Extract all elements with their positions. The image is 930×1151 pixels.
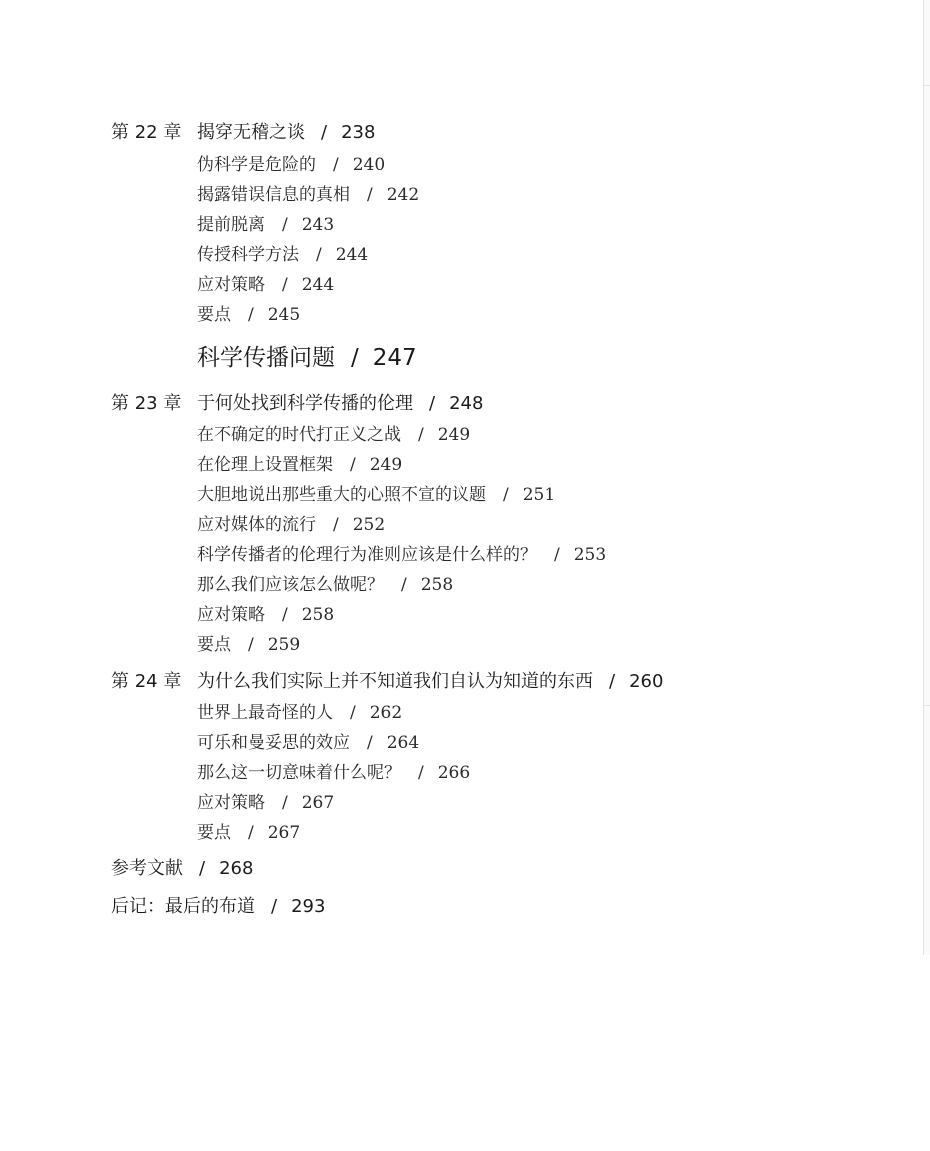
section-title: 在不确定的时代打正义之战 (197, 425, 401, 445)
separator: / (282, 605, 288, 625)
section-title: 那么我们应该怎么做呢？ (197, 575, 384, 595)
chapter-number: 第 22 章 (111, 122, 182, 143)
section-title: 可乐和曼妥思的效应 (197, 733, 350, 753)
section-title: 世界上最奇怪的人 (197, 703, 333, 723)
separator: / (316, 245, 322, 265)
toc-section[interactable] (197, 825, 300, 842)
section-title: 要点 (197, 823, 231, 843)
section-page: 249 (369, 455, 403, 475)
section-title: 传授科学方法 (197, 245, 299, 265)
toc-section[interactable] (197, 487, 555, 504)
section-page: 259 (267, 635, 301, 655)
toc-chapter-22[interactable] (111, 124, 375, 142)
references-page: 268 (219, 858, 254, 879)
separator: / (333, 155, 339, 175)
toc-afterword[interactable] (111, 898, 325, 916)
separator: / (609, 671, 616, 692)
section-page: 249 (437, 425, 471, 445)
afterword-page: 293 (291, 896, 326, 917)
separator: / (271, 896, 278, 917)
section-title: 应对策略 (197, 605, 265, 625)
separator: / (351, 345, 359, 371)
scrollbar-track[interactable] (923, 0, 930, 955)
separator: / (367, 733, 373, 753)
toc-chapter-23[interactable] (111, 395, 483, 413)
section-title: 提前脱离 (197, 215, 265, 235)
separator: / (554, 545, 560, 565)
toc-section[interactable] (197, 247, 368, 264)
section-page: 258 (420, 575, 454, 595)
section-title: 应对策略 (197, 275, 265, 295)
afterword-title: 后记：最后的布道 (111, 896, 255, 917)
section-page: 267 (301, 793, 335, 813)
toc-part-heading[interactable] (197, 347, 417, 370)
toc-section[interactable] (197, 547, 606, 564)
separator: / (248, 635, 254, 655)
separator: / (503, 485, 509, 505)
section-title: 应对媒体的流行 (197, 515, 316, 535)
chapter-number: 第 23 章 (111, 393, 182, 414)
separator: / (282, 793, 288, 813)
section-page: 264 (386, 733, 420, 753)
toc-section[interactable] (197, 577, 453, 594)
separator: / (282, 215, 288, 235)
separator: / (321, 122, 328, 143)
section-title: 在伦理上设置框架 (197, 455, 333, 475)
section-page: 251 (522, 485, 556, 505)
chapter-page: 260 (629, 671, 664, 692)
section-page: 244 (301, 275, 335, 295)
separator: / (418, 763, 424, 783)
separator: / (333, 515, 339, 535)
separator: / (248, 823, 254, 843)
separator: / (199, 858, 206, 879)
section-page: 266 (437, 763, 471, 783)
section-page: 252 (352, 515, 386, 535)
toc-section[interactable] (197, 735, 419, 752)
toc-section[interactable] (197, 795, 334, 812)
section-title: 应对策略 (197, 793, 265, 813)
section-page: 243 (301, 215, 335, 235)
section-title: 伪科学是危险的 (197, 155, 316, 175)
toc-references[interactable] (111, 860, 253, 878)
section-page: 262 (369, 703, 403, 723)
section-title: 要点 (197, 635, 231, 655)
scrollbar-mark (923, 85, 930, 86)
toc-section[interactable] (197, 517, 385, 534)
separator: / (248, 305, 254, 325)
toc-section[interactable] (197, 277, 334, 294)
section-title: 大胆地说出那些重大的心照不宣的议题 (197, 485, 486, 505)
section-page: 240 (352, 155, 386, 175)
toc-section[interactable] (197, 307, 300, 324)
section-page: 258 (301, 605, 335, 625)
part-title: 科学传播问题 (197, 345, 335, 371)
section-title: 那么这一切意味着什么呢？ (197, 763, 401, 783)
section-page: 253 (573, 545, 607, 565)
separator: / (350, 455, 356, 475)
references-title: 参考文献 (111, 858, 183, 879)
chapter-number: 第 24 章 (111, 671, 182, 692)
toc-chapter-24[interactable] (111, 673, 663, 691)
chapter-title: 揭穿无稽之谈 (197, 122, 305, 143)
part-page: 247 (372, 345, 417, 371)
section-title: 要点 (197, 305, 231, 325)
section-page: 267 (267, 823, 301, 843)
separator: / (282, 275, 288, 295)
chapter-page: 238 (341, 122, 376, 143)
scrollbar-mark (923, 705, 930, 706)
toc-section[interactable] (197, 217, 334, 234)
toc-section[interactable] (197, 705, 402, 722)
section-title: 科学传播者的伦理行为准则应该是什么样的？ (197, 545, 537, 565)
toc-section[interactable] (197, 765, 470, 782)
section-page: 245 (267, 305, 301, 325)
separator: / (350, 703, 356, 723)
separator: / (418, 425, 424, 445)
section-page: 242 (386, 185, 420, 205)
toc-section[interactable] (197, 187, 419, 204)
separator: / (367, 185, 373, 205)
toc-section[interactable] (197, 607, 334, 624)
toc-section[interactable] (197, 637, 300, 654)
section-title: 揭露错误信息的真相 (197, 185, 350, 205)
chapter-page: 248 (449, 393, 484, 414)
section-page: 244 (335, 245, 369, 265)
toc-section[interactable] (197, 157, 385, 174)
chapter-title: 于何处找到科学传播的伦理 (197, 393, 413, 414)
separator: / (429, 393, 436, 414)
separator: / (401, 575, 407, 595)
chapter-title: 为什么我们实际上并不知道我们自认为知道的东西 (197, 671, 593, 692)
toc-section[interactable] (197, 427, 470, 444)
toc-section[interactable] (197, 457, 402, 474)
